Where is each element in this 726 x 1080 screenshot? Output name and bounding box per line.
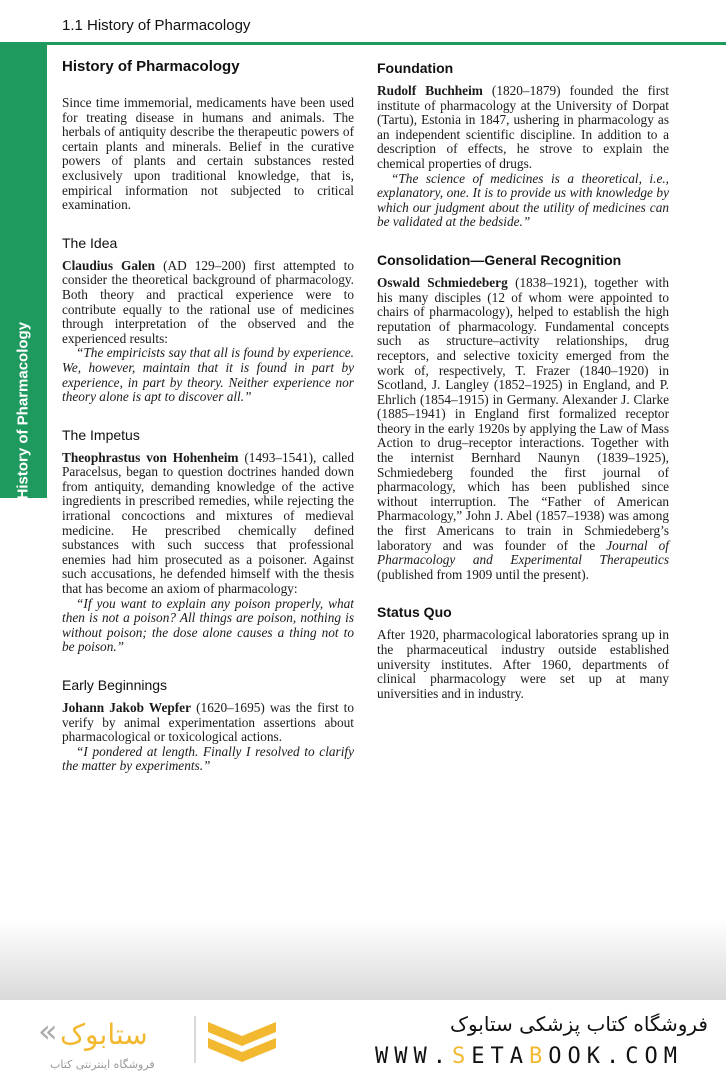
right-column	[377, 60, 669, 701]
quote: “I pondered at length. Finally I resolved to clarify the matter by experiments.”	[62, 743, 354, 774]
heading-idea: The Idea	[62, 234, 118, 251]
store-url[interactable]	[375, 1044, 683, 1070]
page-shadow	[0, 920, 726, 1000]
quote: “If you want to explain any poison properly, what then is not a poison? All things are poison, nothing is without poison; the dose alone causes a thing not to be poison.”	[62, 595, 354, 655]
url-part: S	[451, 1044, 472, 1069]
heading-early: Early Beginnings	[62, 677, 168, 693]
heading-consolidation: Consolidation—General Recognition	[377, 251, 622, 268]
paragraph: After 1920, pharmacological laboratories sprang up in the pharmaceutical industry outside established university institutes. After 1960, departments of clinical pharmacology were set up at many universities and in industry.	[377, 627, 669, 701]
header-rule	[47, 42, 726, 45]
paragraph	[62, 451, 354, 597]
url-part: B	[528, 1044, 549, 1069]
person-name: Theophrastus von Hohenheim	[62, 449, 239, 465]
paragraph	[377, 84, 669, 172]
store-banner	[0, 1000, 726, 1080]
logo-text: ستابوک	[60, 1018, 148, 1051]
paragraph	[377, 276, 669, 582]
store-name: فروشگاه کتاب پزشکی ستابوک	[450, 1012, 708, 1036]
intro-paragraph: Since time immemorial, medicaments have been used for treating disease in humans and animals. The herbals of antiquity describe the therapeutic powers of certain plants and minerals. Belief in the curative powers of plants and certain substances rested exclusively upon traditional knowledge, that is, empirical information not subjected to critical examination.	[62, 95, 354, 213]
heading-impetus: The Impetus	[62, 426, 140, 443]
svg-text:«: «	[38, 1012, 58, 1050]
chapter-tab-label: 1 History of Pharmacology	[14, 321, 32, 512]
journal-title: Journal of Pharmacology and Experimental Therapeutics	[377, 537, 669, 568]
person-name: Johann Jakob Wepfer	[62, 700, 191, 715]
running-header: 1.1 History of Pharmacology	[62, 17, 251, 34]
heading-foundation: Foundation	[377, 60, 454, 76]
text: (AD 129–200) first attempted to consider the theoretical background of pharmacology. Both theory and practical experience were to contribute equally to the rational use of medicines through interpretation of the observed and the experienced results:	[62, 257, 354, 346]
text: (1838–1921), together with his many disciples (12 of whom were appointed to chairs of pharmacology), helped to establish the high reputation of pharmacology. Fundamental concepts such as structure–activity relationships, drug receptors, and selective toxicity emerged from the work of, respectively, T. Frazer (1840–1920) in Scotland, J. Langley (1852–1925) in England, and P. Ehrlich (1854–1915) in Germany. Alexander J. Clarke (1885–1941) in England first formalized receptor theory in the early 1920s by applying the Law of Mass Action to drug–receptor interactions. Together with the internist Bernhard Naunyn (1839–1925), Schmiedeberg founded the first journal of pharmacology, which has been published since without interruption. The “Father of American Pharmacology,” John J. Abel (1857–1938) was among the first Americans to train in Schmiedeberg’s laboratory and was founder of the	[377, 274, 669, 553]
paragraph	[62, 701, 354, 745]
person-name: Rudolf Buchheim	[377, 83, 483, 98]
quote: “The empiricists say that all is found by experience. We, however, maintain that it is found in part by experience, in part by theory. Neither experience nor theory alone is apt to discover all.”	[62, 345, 354, 405]
section-heading: History of Pharmacology	[62, 58, 240, 75]
chapter-tab	[0, 42, 47, 512]
left-column	[62, 58, 354, 774]
url-part: ETA	[471, 1044, 529, 1069]
text: (published from 1909 until the present).	[377, 566, 589, 582]
url-part: OOK.COM	[548, 1044, 683, 1069]
quote: “The science of medicines is a theoretical, i.e., explanatory, one. It is to provide us with knowledge by which our judgment about the utility of medicines can be validated at the bedside.”	[377, 170, 669, 230]
heading-status-quo: Status Quo	[377, 604, 452, 621]
url-part: WWW.	[375, 1044, 452, 1069]
person-name: Oswald Schmiedeberg	[377, 274, 508, 290]
text: (1493–1541), called Paracelsus, began to question doctrines handed down from antiquity, demanding knowledge of the active ingredients in prescribed remedies, while rejecting the irrational concoctions and mixtures of medieval medicine. He prescribed chemically defined substances with such success that professional enemies had him prosecuted as a poisoner. Against such accusations, he defended himself with the thesis that has become an axiom of pharmacology:	[62, 449, 354, 597]
person-name: Claudius Galen	[62, 257, 156, 273]
paragraph	[62, 259, 354, 347]
logo-subtitle: فروشگاه اینترنتی کتاب	[50, 1058, 155, 1071]
text: (1820–1879) founded the first institute of pharmacology at the University of Dorpat (Tartu), Estonia in 1847, ushering in pharmacology as an independent scientific discipline. In addition to a description of effects, he strove to explain the chemical properties of drugs.	[377, 83, 669, 171]
text: (1620–1695) was the first to verify by animal experimentation assertions about pharmacological or toxicological actions.	[62, 700, 355, 745]
